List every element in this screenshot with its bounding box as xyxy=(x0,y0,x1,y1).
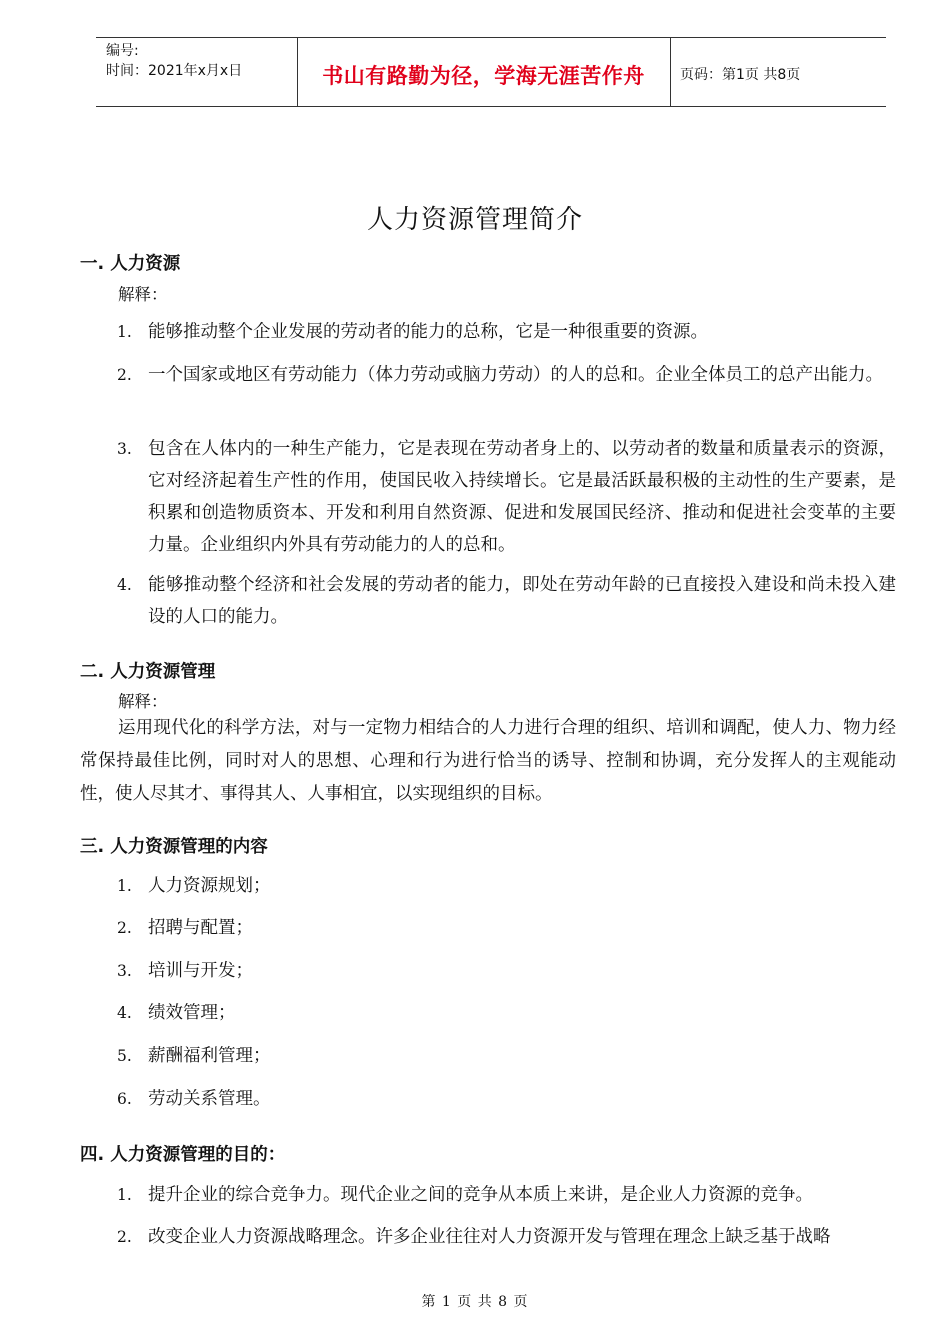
list-item-number: 2. xyxy=(117,1228,132,1246)
list-item xyxy=(117,1179,897,1211)
list-item-text: 能够推动整个企业发展的劳动者的能力的总称，它是一种很重要的资源。 xyxy=(148,322,708,342)
list-item-number: 2. xyxy=(117,919,132,937)
document-title: 人力资源管理简介 xyxy=(366,205,583,235)
list-item-number: 1. xyxy=(117,323,132,341)
header-motto: 书山有路勤为径，学海无涯苦作舟 xyxy=(322,63,645,88)
list-item-text: 一个国家或地区有劳动能力（体力劳动或脑力劳动）的人的总和。企业全体员工的总产出能力。 xyxy=(148,365,883,385)
list-item xyxy=(117,1083,897,1115)
list-item-number: 1. xyxy=(117,877,132,895)
explain-label: 解释： xyxy=(118,692,168,711)
list-item-number: 4. xyxy=(117,576,132,594)
section-heading: 一. 人力资源 xyxy=(80,254,181,274)
list-item-number: 4. xyxy=(117,1004,132,1022)
list-item xyxy=(117,1040,897,1072)
body-paragraph: 运用现代化的科学方法，对与一定物力相结合的人力进行合理的组织、培训和调配，使人力、物力经常保持最佳比例，同时对人的思想、心理和行为进行恰当的诱导、控制和协调，充分发挥人的主观能动性，使人尽其才、事得其人、人事相宜，以实现组织的目标。 xyxy=(80,718,896,804)
list-item xyxy=(117,359,897,391)
document-number-label: 编号: xyxy=(106,43,139,59)
document-time-label: 时间：2021年x月x日 xyxy=(106,63,243,79)
list-item-text: 改变企业人力资源战略理念。许多企业往往对人力资源开发与管理在理念上缺乏基于战略 xyxy=(148,1227,831,1247)
list-item-number: 1. xyxy=(117,1186,132,1204)
header-motto-cell xyxy=(297,38,671,106)
list-item-text: 能够推动整个经济和社会发展的劳动者的能力，即处在劳动年龄的已直接投入建设和尚未投入建设的人口的能力。 xyxy=(148,575,896,627)
list-item xyxy=(117,955,897,987)
list-item-text: 提升企业的综合竞争力。现代企业之间的竞争从本质上来讲，是企业人力资源的竞争。 xyxy=(148,1185,813,1205)
list-item-text: 招聘与配置； xyxy=(148,918,253,938)
document-header xyxy=(96,37,886,107)
header-page-cell xyxy=(670,38,886,106)
list-item-number: 2. xyxy=(117,366,132,384)
header-page-info: 页码：第1页 共8页 xyxy=(680,67,801,83)
list-item-text: 劳动关系管理。 xyxy=(148,1089,271,1109)
list-item xyxy=(117,433,897,561)
list-item-text: 人力资源规划； xyxy=(148,876,271,896)
list-item xyxy=(117,569,897,633)
list-item-number: 6. xyxy=(117,1090,132,1108)
list-item-number: 3. xyxy=(117,962,132,980)
list-item xyxy=(117,316,897,348)
section-heading: 二. 人力资源管理 xyxy=(80,662,216,682)
list-item-text: 包含在人体内的一种生产能力，它是表现在劳动者身上的、以劳动者的数量和质量表示的资源，它对经济起着生产性的作用，使国民收入持续增长。它是最活跃最积极的主动性的生产要素，是积累和创造物质资本、开发和利用自然资源、促进和发展国民经济、推动和促进社会变革的主要力量。企业组织内外具有劳动能力的人的总和。 xyxy=(148,439,896,555)
list-item-number: 5. xyxy=(117,1047,132,1065)
explain-label: 解释： xyxy=(118,285,168,304)
header-meta-cell xyxy=(96,38,298,106)
list-item xyxy=(117,870,897,902)
list-item xyxy=(117,912,897,944)
section-heading: 三. 人力资源管理的内容 xyxy=(80,837,268,857)
list-item xyxy=(117,997,897,1029)
list-item-number: 3. xyxy=(117,440,132,458)
page-footer: 第 1 页 共 8 页 xyxy=(421,1294,529,1310)
section-heading: 四. 人力资源管理的目的： xyxy=(80,1145,286,1165)
list-item-text: 绩效管理； xyxy=(148,1003,236,1023)
list-item-text: 培训与开发； xyxy=(148,961,253,981)
list-item-text: 薪酬福利管理； xyxy=(148,1046,271,1066)
list-item xyxy=(117,1221,897,1253)
